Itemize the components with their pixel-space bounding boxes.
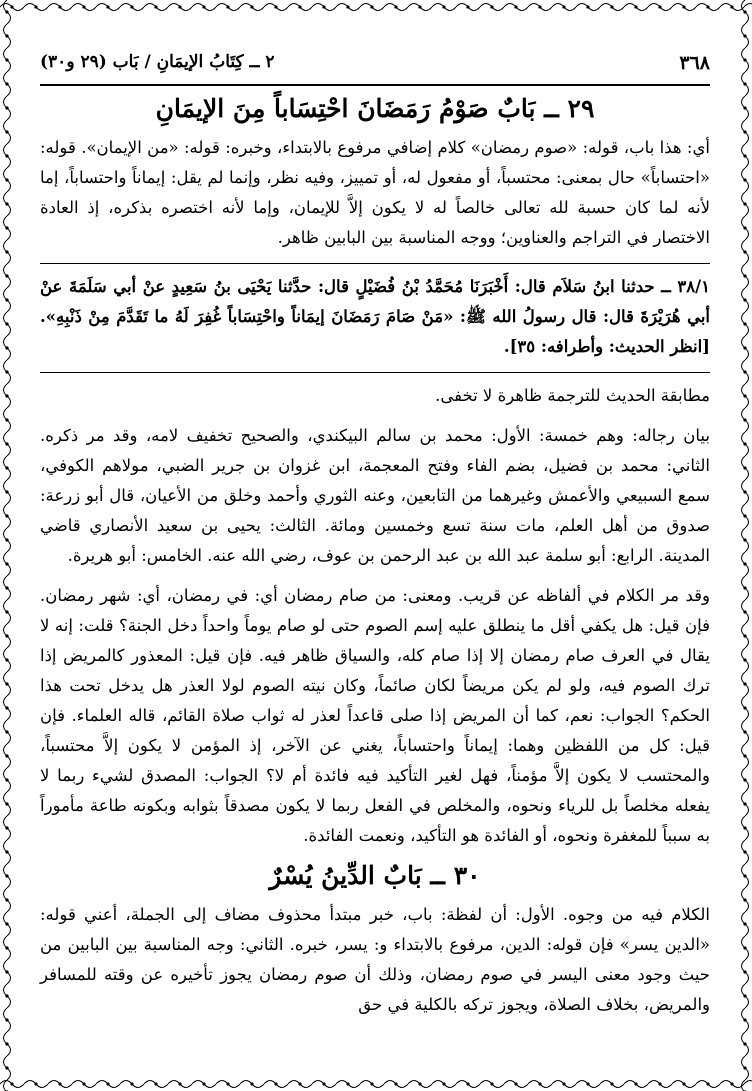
divider [40,372,710,373]
bottom-ornamental-border [0,1077,752,1091]
hadith-text: ٣٨/١ ــ حدثنا ابنُ سَلاَم قال: أَخْبَرَنَا مُحَمَّدُ بْنُ فُضَيْلٍ قال: حدَّثنا يَحْيَى بنُ سَعِيدٍ عنْ أبي سَلَمَةَ عنْ أبي هُرَيْرَةَ قال: قال رسولُ الله ﷺ: «مَنْ صَامَ رَمَضَانَ إيمَاناً واحْتِسَاباً غُفِرَ لَهُ ما تَقَدَّمَ مِنْ ذَنْبِهِ». [انظر الحديث: وأطرافه: ٣٥]. [40,277,710,356]
chapter-30-commentary: الكلام فيه من وجوه. الأول: أن لفظة: باب، خبر مبتدأ محذوف مضاف إلى الجملة، أعني قوله: «الدين يسر» فإن قوله: الدين، مرفوع بالابتداء و: يسر، خبره. الثاني: وجه المناسبة بين البابين من حيث وجود معنى اليسر في صوم رمضان، وذلك أن صوم رمضان يجوز تأخيره عن وقته للمسافر والمريض، بخلاف الصلاة، ويجوز تركه بالكلية في حق [40,905,710,1014]
chapter-29-title: ٢٩ ــ بَابٌ صَوْمُ رَمَضَانَ احْتِسَاباً مِنَ الإيمَانِ [155,94,595,123]
page-number: ٣٦٨ [679,52,710,74]
book-page [40,48,710,1030]
chapter-30-title: ٣٠ ــ بَابٌ الدِّينُ يُسْرٌ [269,861,481,890]
commentary-paragraph-1: مطابقة الحديث للترجمة ظاهرة لا تخفى. [435,386,710,405]
commentary-paragraph-2: بيان رجاله: وهم خمسة: الأول: محمد بن سالم البيكندي، والصحيح تخفيف لامه، وقد مر ذكره. الثاني: محمد بن فضيل، بضم الفاء وفتح المعجمة، ابن غزوان بن جرير الضبي، مولاهم الكوفي، سمع السبيعي والأعمش وغيرهما من التابعين، وعنه الثوري وأحمد وخلق من الأعيان، قال أبو زرعة: صدوق من أهل العلم، مات سنة تسع وخمسين ومائة. الثالث: يحيى بن سعيد الأنصاري قاضي المدينة. الرابع: أبو سلمة عبد الله بن عبد الرحمن بن عوف، رضي الله عنه. الخامس: أبو هريرة. [40,426,710,565]
commentary-paragraph-3: وقد مر الكلام في ألفاظه عن قريب. ومعنى: من صام رمضان أي: في رمضان، أي: شهر رمضان. فإن قيل: هل يكفي أقل ما ينطلق عليه إسم الصوم حتى لو صام يوماً واحداً دخل الجنة؟ قلت: إنه لا يقال في العرف صام رمضان إلا إذا صام كله، والسياق ظاهر فيه. فإن قيل: المعذور كالمريض إذا ترك الصوم فيه، ولو لم يكن مريضاً لكان صائماً، وكان نيته الصوم لولا العذر هل يدخل تحت هذا الحكم؟ الجواب: نعم، كما أن المريض إذا صلى قاعداً لعذر له ثواب صلاة القائم، قاله العلماء. فإن قيل: كل من اللفظين وهما: إيماناً واحتساباً، يغني عن الآخر، إذ المؤمن لا يكون إلاَّ محتسباً، والمحتسب لا يكون إلاَّ مؤمناً، فهل لغير التأكيد فيه فائدة أم لا؟ الجواب: المصدق لشيء ربما لا يفعله مخلصاً بل للرياء ونحوه، والمخلص في الفعل ربما لا يكون مصدقاً بثوابه وبكونه طاعة مأموراً به سبباً للمغفرة ونحوه، أو الفائدة هو التأكيد، ونعمت الفائدة. [40,586,710,845]
left-ornamental-border [0,0,14,1091]
chapter-29-commentary: أي: هذا باب، قوله: «صوم رمضان» كلام إضافي مرفوع بالابتداء، وخبره: قوله: «من الإيمان». قوله: «احتساباً» حال بمعنى: محتسباً، أو مفعول له، أو تمييز، وفيه نظر، وإنما لم يقل: إيماناً واحتساباً، إما لأنه لما كان حسبة لله تعالى خالصاً له لا يكون إلاَّ للإيمان، وإما لأنه اختصره بذكره، إذ العادة الاختصار في التراجم والعناوين؛ ووجه المناسبة بين البابين ظاهر. [40,138,710,247]
running-title: ٢ ــ كِتَابُ الإيمَانِ / بَاب (٢٩ و٣٠) [40,52,275,72]
right-ornamental-border [738,0,752,1091]
top-ornamental-border [0,0,752,14]
divider [40,263,710,264]
page-header [40,48,710,86]
